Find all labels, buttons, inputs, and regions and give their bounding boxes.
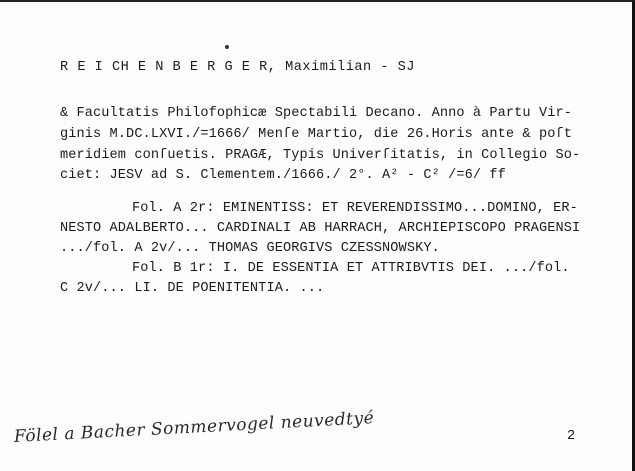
title-line: ginis M.DC.LXVI./=1666/ Menſe Martio, die 26.Horis ante & poſt <box>60 127 572 142</box>
title-line: & Facultatis Philofophicæ Spectabili Decano. Anno à Partu Vir- <box>60 106 572 121</box>
title-line: ciet: JESV ad S. Clementem./1666./ 2°. A² - C² /=6/ ff <box>60 168 506 183</box>
contents-line: Fol. A 2r: EMINENTISS: ET REVERENDISSIMO...DOMINO, ER- <box>132 201 578 216</box>
punch-mark <box>225 45 229 49</box>
author-heading: R E I CH E N B E R G E R, Maximilian - SJ <box>60 60 415 75</box>
contents-line: Fol. B 1r: I. DE ESSENTIA ET ATTRIBVTIS DEI. .../fol. <box>132 261 570 276</box>
page-number: 2 <box>567 429 576 444</box>
title-line: meridiem conſuetis. PRAGÆ, Typis Univerſitatis, in Collegio So- <box>60 148 581 163</box>
handwritten-note: Fölel a Bacher Sommervogel neuvedtyé <box>13 408 375 447</box>
contents-line: .../fol. A 2v/... THOMAS GEORGIVS CZESSNOWSKY. <box>60 241 440 256</box>
contents-line: NESTO ADALBERTO... CARDINALI AB HARRACH, ARCHIEPISCOPO PRAGENSI <box>60 221 581 236</box>
contents-line: C 2v/... LI. DE POENITENTIA. ... <box>60 281 325 296</box>
